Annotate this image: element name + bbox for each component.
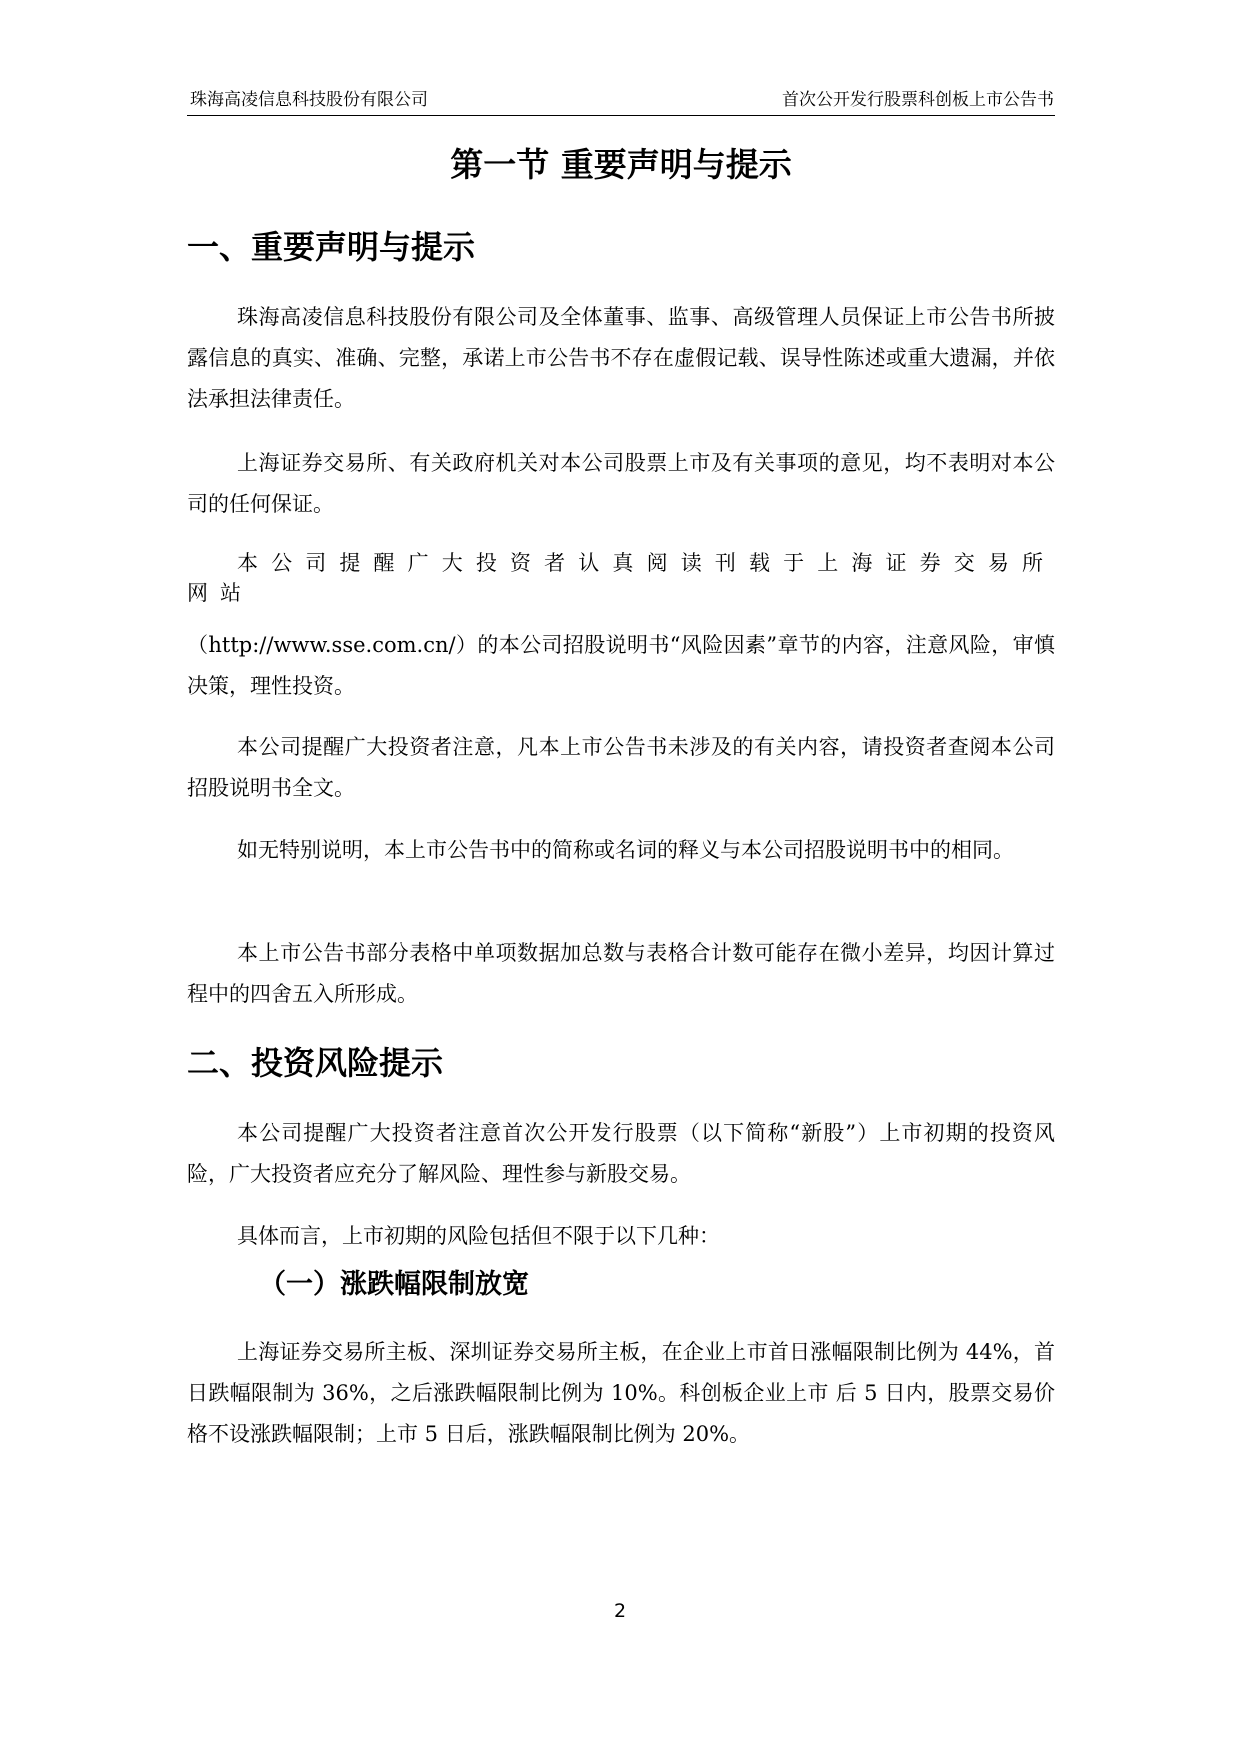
header-doc-title: 首次公开发行股票科创板上市公告书 <box>782 90 1054 110</box>
header-company: 珠海高凌信息科技股份有限公司 <box>190 90 428 110</box>
paragraph: 本公司提醒广大投资者注意首次公开发行股票（以下简称“新股”）上市初期的投资风险，广大投资者应充分了解风险、理性参与新股交易。 <box>187 1121 1055 1186</box>
paragraph: 上海证券交易所、有关政府机关对本公司股票上市及有关事项的意见，均不表明对本公司的任何保证。 <box>187 451 1055 516</box>
page-number: 2 <box>613 1600 627 1622</box>
paragraph: （http://www.sse.com.cn/）的本公司招股说明书“风险因素”章节的内容，注意风险，审慎决策，理性投资。 <box>187 633 1055 698</box>
paragraph: 如无特别说明，本上市公告书中的简称或名词的释义与本公司招股说明书中的相同。 <box>237 838 1014 862</box>
section-heading-risk: 二、投资风险提示 <box>187 1044 444 1082</box>
paragraph: 本公司提醒广大投资者认真阅读刊载于上海证券交易所网站 <box>187 551 1055 605</box>
section-heading-statement: 一、重要声明与提示 <box>187 228 476 266</box>
subsection-heading: （一）涨跌幅限制放宽 <box>259 1269 529 1300</box>
paragraph: 本上市公告书部分表格中单项数据加总数与表格合计数可能存在微小差异，均因计算过程中的四舍五入所形成。 <box>187 941 1055 1006</box>
header-divider <box>187 115 1055 116</box>
paragraph: 珠海高凌信息科技股份有限公司及全体董事、监事、高级管理人员保证上市公告书所披露信息的真实、准确、完整，承诺上市公告书不存在虚假记载、误导性陈述或重大遗漏，并依法承担法律责任。 <box>187 305 1055 411</box>
page-header <box>190 86 1054 114</box>
paragraph: 具体而言，上市初期的风险包括但不限于以下几种： <box>237 1224 720 1248</box>
paragraph: 本公司提醒广大投资者注意，凡本上市公告书未涉及的有关内容，请投资者查阅本公司招股说明书全文。 <box>187 735 1055 800</box>
paragraph: 上海证券交易所主板、深圳证券交易所主板，在企业上市首日涨幅限制比例为 44%，首日跌幅限制为 36%，之后涨跌幅限制比例为 10%。科创板企业上市 后 5 日内，股票交易价格不设涨跌幅限制；上市 5 日后，涨跌幅限制比例为 20%。 <box>187 1340 1055 1446</box>
page-title: 第一节 重要声明与提示 <box>450 145 792 184</box>
